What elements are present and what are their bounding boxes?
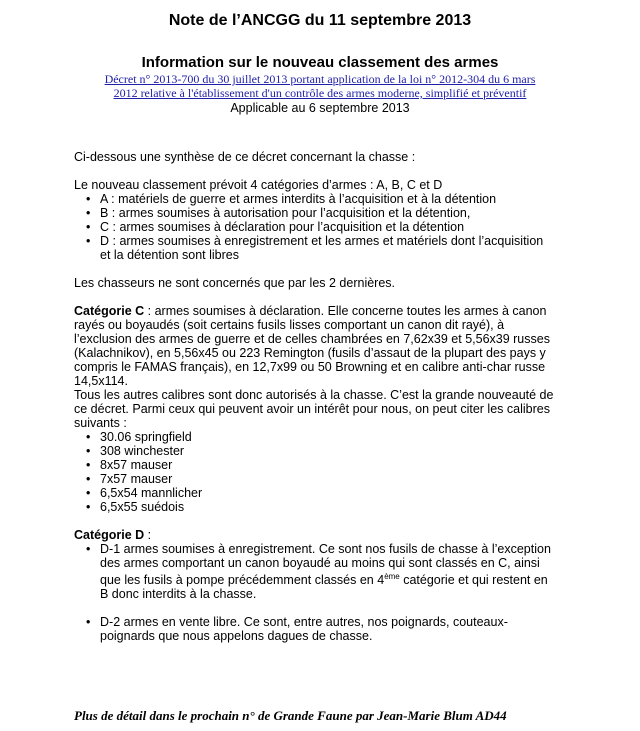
decree-link[interactable] [70, 72, 570, 100]
list-item-category-d: • D : armes soumises à enregistrement et les armes et matériels dont l’acquisition et la détention sont libres [74, 234, 554, 262]
list-item-category-b: • B : armes soumises à autorisation pour l’acquisition et la détention, [74, 206, 554, 220]
d1-superscript: ème [384, 572, 400, 581]
d1-text: D-1 armes soumises à enregistrement. Ce sont nos fusils de chasse à l’exception des armes comportant un canon boyaudé au moins qui sont classés en C, ainsi que les fusils à pompe précédemment classés en 4 [100, 542, 551, 588]
hunters-note: Les chasseurs ne sont concernés que par les 2 dernières. [74, 276, 396, 290]
calibres-list [74, 430, 554, 514]
category-d-colon: : [144, 528, 152, 542]
list-item-category-a: • A : matériels de guerre et armes interdits à l’acquisition et à la détention [74, 192, 554, 206]
applicable-date: Applicable au 6 septembre 2013 [230, 101, 410, 115]
list-item-d1 [74, 542, 554, 601]
category-c-text-2: Tous les autres calibres sont donc autorisés à la chasse. C’est la grande nouveauté de ce décret. Parmi ceux qui peuvent avoir un intérêt pour nous, on peut citer les calibres suivants : [74, 388, 554, 430]
list-item-calibre: • 6,5x54 mannlicher [74, 486, 554, 500]
category-c-paragraph [74, 304, 554, 388]
decree-link-line-2[interactable]: 2012 relative à l'établissement d'un contrôle des armes moderne, simplifié et préventif [113, 86, 527, 100]
document-title: Note de l’ANCGG du 11 septembre 2013 [168, 12, 472, 29]
list-item-d2: • D-2 armes en vente libre. Ce sont, entre autres, nos poignards, couteaux-poignards que nous appelons dagues de chasse. [74, 615, 554, 643]
list-item-category-c: • C : armes soumises à déclaration pour l’acquisition et la détention [74, 220, 554, 234]
category-c-heading: Catégorie C [74, 304, 145, 318]
categories-intro: Le nouveau classement prévoit 4 catégories d’armes : A, B, C et D [74, 178, 443, 192]
decree-link-line-1[interactable]: Décret n° 2013-700 du 30 juillet 2013 portant application de la loi n° 2012-304 du 6 mars [104, 72, 536, 86]
document-body [74, 150, 554, 643]
categories-list [74, 192, 554, 262]
footer-note: Plus de détail dans le prochain n° de Grande Faune par Jean-Marie Blum AD44 [74, 708, 507, 723]
document-subtitle: Information sur le nouveau classement des armes [141, 54, 499, 71]
list-item-calibre: • 308 winchester [74, 444, 554, 458]
category-c-text: : armes soumises à déclaration. Elle concerne toutes les armes à canon rayés ou boyaudés (soit certains fusils lisses comportant un canon dit rayé), à l’exclusion des armes de guerre et de celles chambrées en 7,62x39 et 5,56x39 russes (Kalachnikov), en 5,56x45 ou 223 Remington (fusils d’assaut de la plupart des pays y compris le FAMAS français), en 12,7x99 ou 50 Browning et en calibre anti-char russe 14,5x114. [74, 304, 550, 388]
category-d2-list [74, 615, 554, 643]
category-d-heading: Catégorie D [74, 528, 145, 542]
category-d-list [74, 542, 554, 601]
list-item-calibre: • 30.06 springfield [74, 430, 554, 444]
list-item-calibre: • 8x57 mauser [74, 458, 554, 472]
list-item-calibre: • 7x57 mauser [74, 472, 554, 486]
list-item-calibre: • 6,5x55 suédois [74, 500, 554, 514]
d1-text-end: catégorie et qui restent en B donc interdits à la chasse. [100, 573, 548, 602]
intro-paragraph: Ci-dessous une synthèse de ce décret concernant la chasse : [74, 150, 416, 164]
category-d-heading-line [74, 528, 554, 542]
